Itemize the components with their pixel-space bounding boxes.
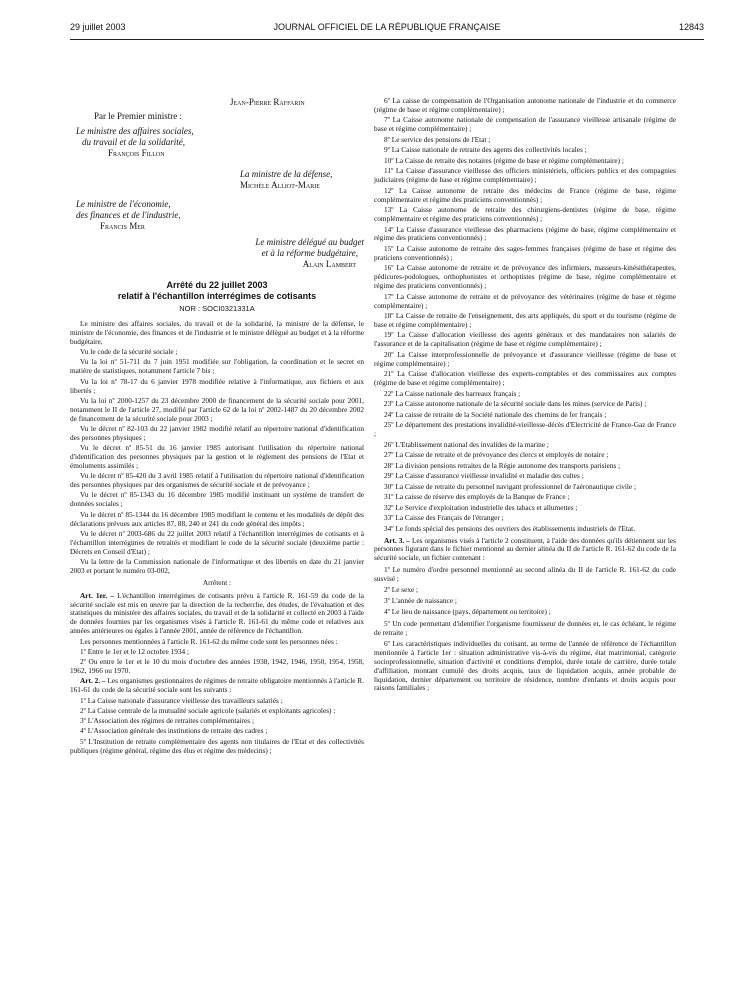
article-2-items-right <box>374 97 676 534</box>
visa-paragraph: Vu le décret nº 85-1344 du 16 décembre 1985 modifiant le contenu et les modalités de dépôt des déclarations prévues aux articles 87, 88, 240 et 241 du code général des impôts ; <box>70 509 364 528</box>
visa-paragraph: Vu le décret nº 85-1343 du 16 décembre 1985 modifié instituant un système de transfert de données sociales ; <box>70 490 364 509</box>
article-paragraph: Les personnes mentionnées à l'article R. 161-62 du même code sont les personnes nées : <box>80 636 338 646</box>
list-item: 18º La Caisse de retraite de l'enseignement, des arts appliqués, du sport et du tourisme (régime de base et régime complémentaire) ; <box>374 311 676 329</box>
list-item: 2º Le sexe ; <box>384 584 419 594</box>
list-item: 2º La Caisse centrale de la mutualité sociale agricole (salariés et exploitants agricoles) ; <box>80 705 336 715</box>
signature-name: Michèle Alliot-Marie <box>240 180 320 190</box>
signature-block <box>70 97 364 270</box>
visa-paragraph: Vu le décret nº 2003-686 du 22 juillet 2003 relatif à l'échantillon interrégimes de cotisants et à l'échantillon interrégimes de retraités et modifiant le code de la sécurité sociale (deuxième partie : Décrets en Conseil d'Etat) ; <box>70 528 364 556</box>
list-item: 6º La caisse de compensation de l'Organisation autonome nationale de l'industrie et du commerce (régime de base et régime complémentaire) ; <box>374 96 676 114</box>
visa-paragraph: Vu le décret nº 82-103 du 22 janvier 1982 modifié relatif au répertoire national d'identification des personnes physiques ; <box>70 423 364 442</box>
visa-paragraph: Vu la loi nº 51-711 du 7 juin 1951 modifiée sur l'obligation, la coordination et le secret en matière de statistiques, notamment l'article 7 bis ; <box>70 357 364 376</box>
list-item: 26º L'Etablissement national des invalides de la marine ; <box>384 439 549 449</box>
article-label: Art. 2. – <box>80 676 106 686</box>
article-2-items-left <box>70 697 364 756</box>
list-item: 12º La Caisse autonome de retraite des médecins de France (régime de base, régime complémentaire et régime des praticiens conventionnés) ; <box>374 185 676 204</box>
list-item: 23º La Caisse autonome nationale de la sécurité sociale dans les mines (service de Paris) ; <box>384 399 647 409</box>
signature-name: Francis Mer <box>100 221 145 231</box>
arretent-heading: Arrêtent : <box>202 577 232 587</box>
signature-title: Le ministre de l'économie, <box>76 199 171 209</box>
list-item: 29º La Caisse d'assurance vieillesse invalidité et maladie des cultes ; <box>384 471 584 481</box>
visa-paragraph: Vu la loi nº 78-17 du 6 janvier 1978 modifiée relative à l'informatique, aux fichiers et aux libertés ; <box>70 376 364 395</box>
list-item: 22º La Caisse nationale des barreaux français ; <box>384 388 521 398</box>
visa-paragraph: Vu le décret nº 85-51 du 16 janvier 1985 autorisant l'utilisation du répertoire national d'identification des personnes physiques par la gestion et le règlement des pensions de l'Etat et émoluments assimilés ; <box>70 443 364 470</box>
list-item: 15º La Caisse autonome de retraite des sages-femmes françaises (régime de base et régime des praticiens conventionnés) ; <box>374 243 676 262</box>
pm-intro: Par le Premier ministre : <box>94 111 182 121</box>
article-text: L'échantillon interrégimes de cotisants prévu à l'article R. 161-59 du code de la sécurité sociale est mis en œuvre par la direction de la recherche, des études, de l'évaluation et des statistiques du ministère des affaires sociales, du travail et de la solidarité et collecté en 2003 à l'aide de données fournies par les organismes visés à l'article R. 161-61 du même code et relatives aux années antérieures ou égales à l'année 2001, année de référence de l'échantillon. <box>70 590 364 636</box>
list-item: 31º La caisse de réserve des employés de la Banque de France ; <box>384 492 570 502</box>
header-rule <box>70 39 704 40</box>
article-paragraph: 2º Ou entre le 1er et le 10 du mois d'octobre des années 1938, 1942, 1946, 1950, 1954, 1958, 1962, 1966 ou 1970. <box>70 657 364 676</box>
list-item: 32º Le Service d'exploitation industrielle des tabacs et allumettes ; <box>384 502 578 512</box>
list-item: 19º La Caisse d'allocation vieillesse des agents généraux et des mandataires non salariés de l'assurance et de la capitalisation (régime de base et régime complémentaire) ; <box>374 330 676 349</box>
article-3-items <box>374 566 676 694</box>
list-item: 7º La Caisse autonome nationale de compensation de l'assurance vieillesse artisanale (régime de base et régime complémentaire) ; <box>374 115 676 134</box>
list-item: 13º La Caisse autonome de retraite des chirurgiens-dentistes (régime de base, régime complémentaire et régime des praticiens conventionnés) ; <box>374 205 676 224</box>
list-item: 20º La Caisse interprofessionnelle de prévoyance et d'assurance vieillesse (régime de base et régime complémentaire) ; <box>374 349 676 368</box>
list-item: 25º Le département des prestations invalidité-vieillesse-décès d'Electricité de France-Gaz de France ; <box>374 420 676 439</box>
list-item: 16º La Caisse autonome de retraite et de prévoyance des infirmiers, masseurs-kinésithérapeutes, pédicures-podologues, orthophonistes et orthoptistes (régime de base, régime complémentaire et régime des praticiens conventionnés) ; <box>374 263 676 291</box>
visa-paragraph: Le ministre des affaires sociales, du travail et de la solidarité, la ministre de la défense, le ministre de l'économie, des finances et de l'industrie et le ministre délégué au budget et à la réforme budgétaire, <box>70 319 364 346</box>
list-item: 21º La Caisse d'allocation vieillesse des experts-comptables et des commissaires aux comptes (régime de base et régime complémentaire) ; <box>374 369 676 388</box>
visa-paragraph: Vu le décret nº 85-420 du 3 avril 1985 relatif à l'utilisation du répertoire national d'identification des personnes physiques par des organismes de sécurité sociale et de prévoyance ; <box>70 471 364 490</box>
list-item: 24º La caisse de retraite de la Société nationale des chemins de fer français ; <box>384 409 607 419</box>
left-column <box>70 97 364 757</box>
list-item: 5º L'Institution de retraite complémentaire des agents non titulaires de l'Etat et des collectivités publiques (régime général, régime des élus et régime des médecins) ; <box>70 736 364 755</box>
article-3 <box>374 537 676 564</box>
decree-subtitle: relatif à l'échantillon interrégimes de cotisants <box>117 291 317 301</box>
visa-paragraphs <box>70 320 364 576</box>
article-1-items <box>70 638 364 676</box>
right-column <box>374 97 676 696</box>
list-item: 27º La Caisse de retraite et de prévoyance des clercs et employés de notaire ; <box>384 450 609 460</box>
article-text: Les organismes gestionnaires de régimes de retraite obligatoire mentionnés à l'article R. 161-61 du code de la sécurité sociale sont les suivants : <box>70 676 364 695</box>
signature-title: du travail et de la solidarité, <box>82 137 185 147</box>
signature-name: Alain Lambert <box>302 259 356 269</box>
header-page-number: 12843 <box>678 22 704 32</box>
list-item: 10º La Caisse de retraite des notaires (régime de base et régime complémentaire) ; <box>384 155 624 165</box>
visa-paragraph: Vu le code de la sécurité sociale ; <box>80 347 178 357</box>
article-label: Art. 3. – <box>384 535 410 545</box>
article-2 <box>70 677 364 695</box>
signature-name: François Fillon <box>108 148 165 158</box>
article-text: Les organismes visés à l'article 2 constituent, à l'aide des données qu'ils détiennent sur les personnes figurant dans le fichier mentionné au dernier alinéa du II de l'article R. 161-62 du code de la sécurité sociale, un fichier contenant : <box>374 535 676 563</box>
article-1 <box>70 592 364 637</box>
list-item: 1º Le numéro d'ordre personnel mentionné au second alinéa du II de l'article R. 161-62 du code susvisé ; <box>374 564 676 583</box>
header-date: 29 juillet 2003 <box>70 22 126 32</box>
signature-title: Le ministre délégué au budget <box>255 237 364 247</box>
signature-title: La ministre de la défense, <box>240 169 333 179</box>
list-item: 11º La Caisse d'assurance vieillesse des officiers ministériels, officiers publics et des compagnies judiciaires (régime de base et régime complémentaire) ; <box>374 166 676 185</box>
list-item: 6º Les caractéristiques individuelles du cotisant, au terme de l'année de référence de l'échantillon mentionnée à l'article 1er : situation administrative vis-à-vis du régime, état matrimonial, catégorie socioprofessionnelle, situation d'activité et conditions d'emploi, durée totale de carrière, durée totale d'affiliation, montant cumulé des droits acquis, taux de liquidation acquis, année probable de liquidation, dernier département ou territoire de résidence, nombre d'enfants et droits acquis pour raisons familiales ; <box>374 638 676 693</box>
list-item: 3º L'année de naissance ; <box>384 596 457 606</box>
header-title: JOURNAL OFFICIEL DE LA RÉPUBLIQUE FRANÇAISE <box>273 22 501 32</box>
list-item: 34º Le fonds spécial des pensions des ouvriers des établissements industriels de l'Etat. <box>384 523 636 533</box>
list-item: 5º Un code permettant d'identifier l'organisme fournisseur de données et, le cas échéant, le régime de retraite ; <box>374 618 676 637</box>
list-item: 9º La Caisse nationale de retraite des agents des collectivités locales ; <box>384 145 587 155</box>
pm-name: Jean-Pierre Raffarin <box>230 97 305 107</box>
article-paragraph: 1º Entre le 1er et le 12 octobre 1934 ; <box>80 646 190 656</box>
signature-title: Le ministre des affaires sociales, <box>76 126 194 136</box>
article-label: Art. 1er. – <box>80 590 114 600</box>
list-item: 3º L'Association des régimes de retraites complémentaires ; <box>80 716 254 726</box>
visa-paragraph: Vu la lettre de la Commission nationale de l'informatique et des libertés en date du 21 janvier 2003 et portant le numéro 03-002, <box>70 556 364 575</box>
signature-title: et à la réforme budgétaire, <box>261 248 358 258</box>
list-item: 4º Le lieu de naissance (pays, département ou territoire) ; <box>384 607 551 617</box>
list-item: 14º La Caisse d'assurance vieillesse des pharmaciens (régime de base, régime complémentaire et régime des praticiens conventionnés) ; <box>374 224 676 243</box>
visa-paragraph: Vu la loi nº 2000-1257 du 23 décembre 2000 de financement de la sécurité sociale pour 2001, notamment le II de l'article 27, modifié par l'article 62 de la loi nº 2002-1487 du 20 décembre 2002 de financement de la sécurité sociale pour 2003 ; <box>70 395 364 423</box>
list-item: 28º La division pensions retraites de la Régie autonome des transports parisiens ; <box>384 460 621 470</box>
page-header <box>70 22 704 36</box>
list-item: 30º La Caisse de retraite du personnel navigant professionnel de l'aéronautique civile ; <box>384 481 636 491</box>
list-item: 1º La Caisse nationale d'assurance vieillesse des travailleurs salariés ; <box>80 695 283 705</box>
list-item: 4º L'Association générale des institutions de retraite des cadres ; <box>80 726 268 736</box>
list-item: 8º Le service des pensions de l'Etat ; <box>384 134 491 144</box>
nor-reference: NOR : SOCI0321331A <box>179 304 255 313</box>
list-item: 33º La Caisse des Français de l'étranger ; <box>384 513 504 523</box>
decree-title: Arrêté du 22 juillet 2003 <box>166 280 268 290</box>
signature-title: des finances et de l'industrie, <box>76 210 181 220</box>
list-item: 17º La Caisse autonome de retraite et de prévoyance des vétérinaires (régime de base et régime complémentaire) ; <box>374 291 676 310</box>
